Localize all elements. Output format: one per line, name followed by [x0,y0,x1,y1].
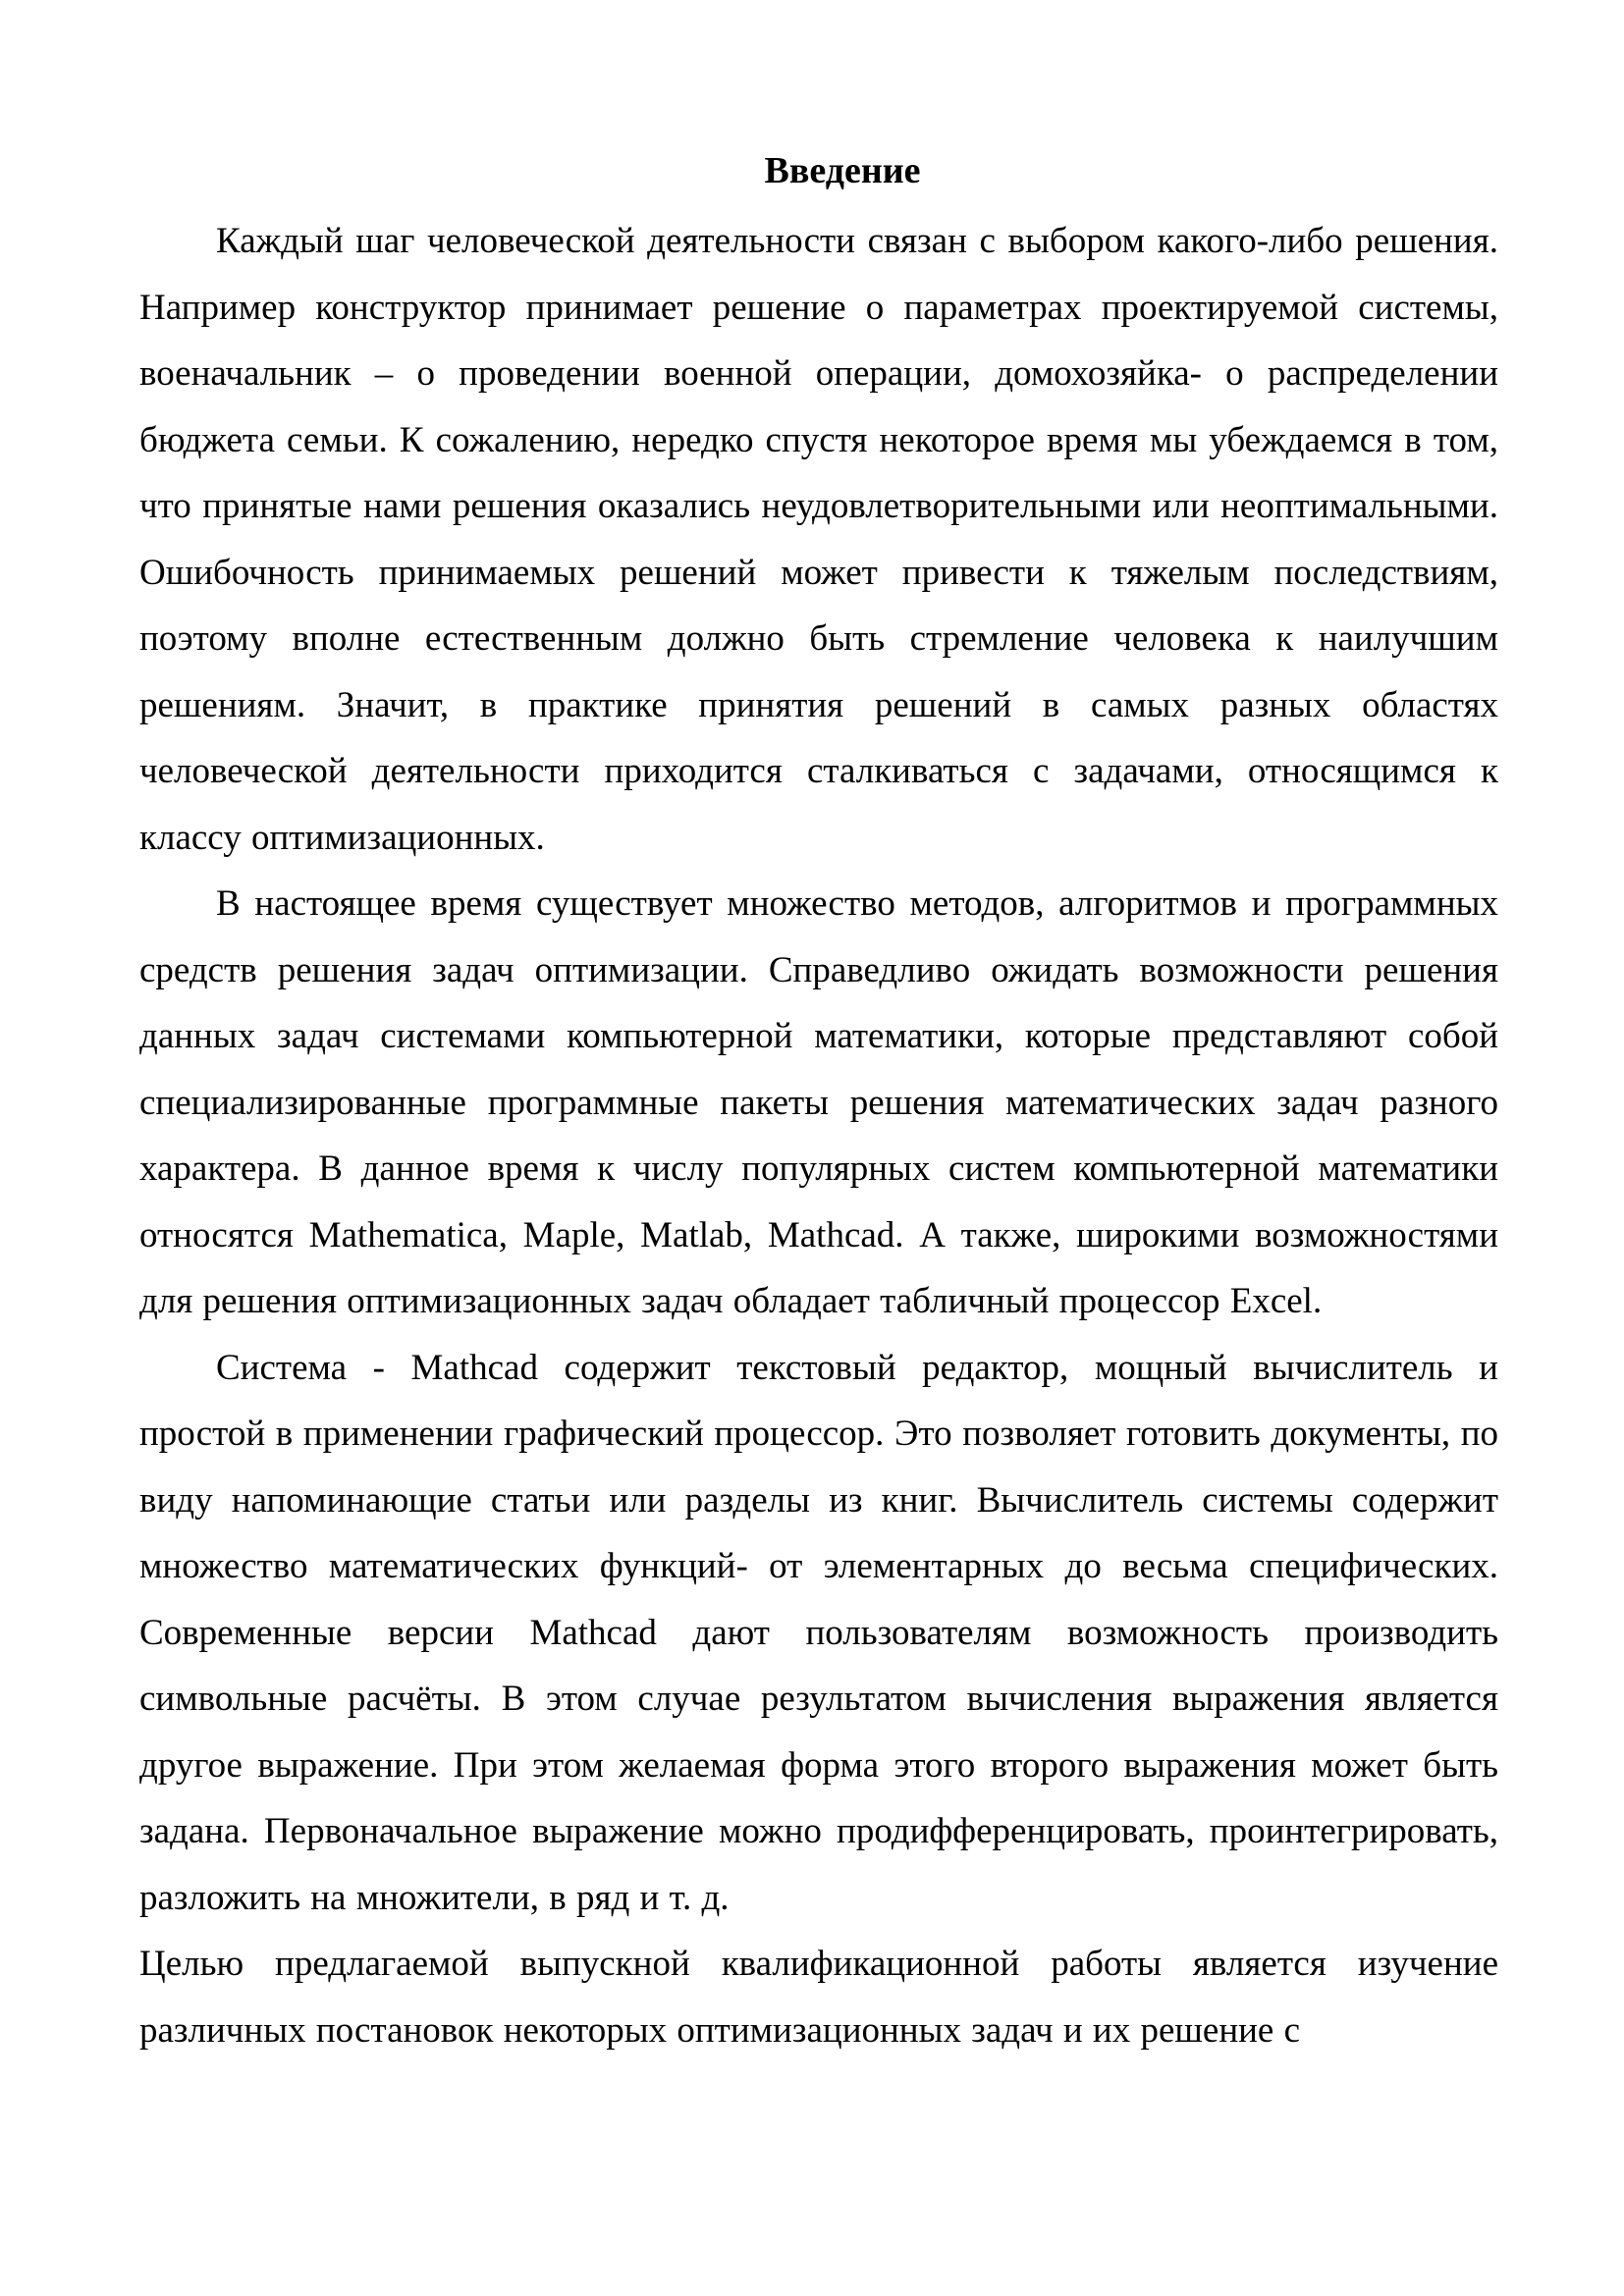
document-body [139,145,1498,2063]
paragraph-2: В настоящее время существует множество методов, алгоритмов и программных средств решения задач оптимизации. Справедливо ожидать возможности решения данных задач системами компьютерной математики, которые представляют собой специализированные программные пакеты решения математических задач разного характера. В данное время к числу популярных систем компьютерной математики относятся Mathematica, Maple, Matlab, Mathcad. А также, широкими возможностями для решения оптимизационных задач обладает табличный процессор Excel. [139,883,1498,1321]
page-title: Введение [764,150,921,191]
paragraph-3: Система - Mathcad содержит текстовый редактор, мощный вычислитель и простой в применении графический процессор. Это позволяет готовить документы, по виду напоминающие статьи или разделы из книг. Вычислитель системы содержит множество математических функций- от элементарных до весьма специфических. Современные версии Mathcad дают пользователям возможность производить символьные расчёты. В этом случае результатом вычисления выражения является другое выражение. При этом желаемая форма этого второго выражения может быть задана. Первоначальное выражение можно продифференцировать, проинтегрировать, разложить на множители, в ряд и т. д. [139,1347,1498,1918]
paragraph-4: Целью предлагаемой выпускной квалификационной работы является изучение различных постановок некоторых оптимизационных задач и их решение с [139,1944,1498,2051]
paragraph-1: Каждый шаг человеческой деятельности связан с выбором какого-либо решения. Например конструктор принимает решение о параметрах проектируемой системы, военачальник – о проведении военной операции, домохозяйка- о распределении бюджета семьи. К сожалению, нередко спустя некоторое время мы убеждаемся в том, что принятые нами решения оказались неудовлетворительными или неоптимальными. Ошибочность принимаемых решений может привести к тяжелым последствиям, поэтому вполне естественным должно быть стремление человека к наилучшим решениям. Значит, в практике принятия решений в самых разных областях человеческой деятельности приходится сталкиваться с задачами, относящимся к классу оптимизационных. [139,221,1498,858]
